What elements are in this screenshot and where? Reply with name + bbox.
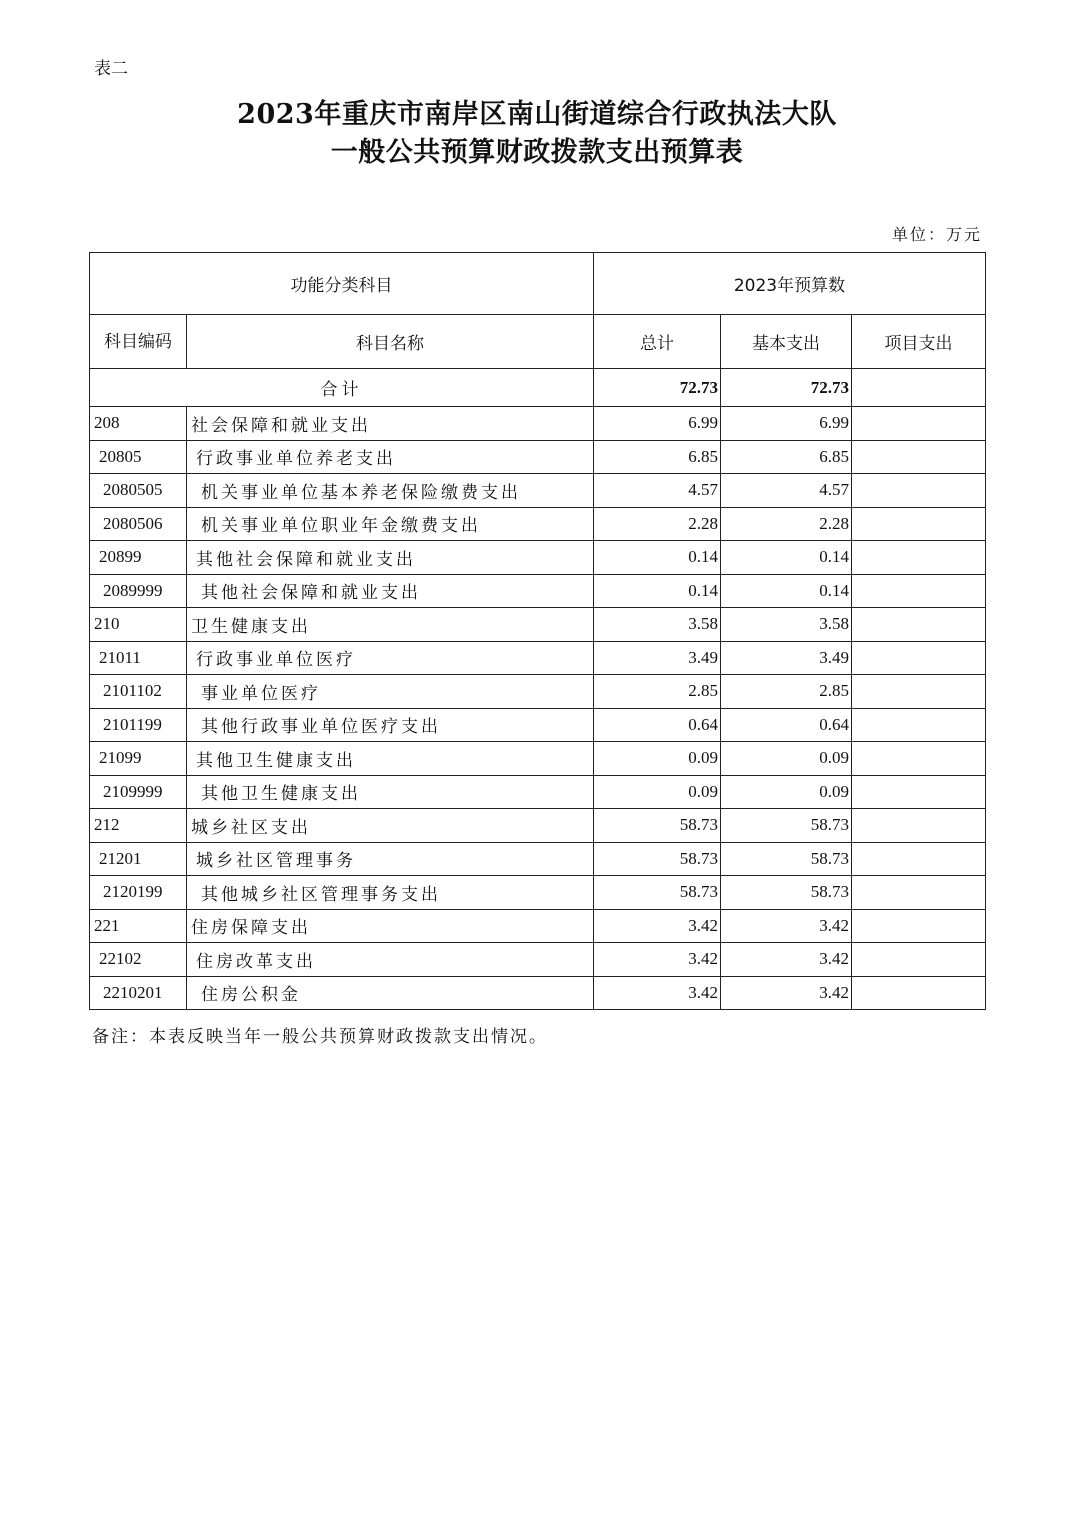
row-total: 3.58 (594, 608, 721, 642)
row-project (852, 541, 986, 575)
row-name: 行政事业单位养老支出 (187, 440, 594, 474)
table-row (90, 541, 986, 575)
header-basic: 基本支出 (721, 315, 852, 369)
header-row-2 (90, 315, 986, 369)
table-row (90, 876, 986, 910)
row-code: 2109999 (90, 775, 187, 809)
row-project (852, 641, 986, 675)
row-basic: 3.42 (721, 976, 852, 1010)
footnote: 备注：本表反映当年一般公共预算财政拨款支出情况。 (92, 1027, 548, 1047)
row-basic: 0.14 (721, 574, 852, 608)
document-label: 表二 (94, 59, 128, 79)
row-code: 208 (90, 407, 187, 441)
row-code: 20899 (90, 541, 187, 575)
header-total: 总计 (594, 315, 721, 369)
row-total: 2.28 (594, 507, 721, 541)
table-row (90, 675, 986, 709)
row-code: 2101199 (90, 708, 187, 742)
row-total: 3.42 (594, 976, 721, 1010)
row-project (852, 474, 986, 508)
row-name: 机关事业单位基本养老保险缴费支出 (187, 474, 594, 508)
row-basic: 3.58 (721, 608, 852, 642)
row-basic: 2.85 (721, 675, 852, 709)
row-basic: 0.09 (721, 775, 852, 809)
row-project (852, 976, 986, 1010)
table-row (90, 775, 986, 809)
row-project (852, 775, 986, 809)
header-row-1 (90, 253, 986, 315)
total-basic: 72.73 (721, 369, 852, 407)
row-project (852, 809, 986, 843)
row-name: 其他行政事业单位医疗支出 (187, 708, 594, 742)
row-basic: 3.42 (721, 943, 852, 977)
row-basic: 6.85 (721, 440, 852, 474)
header-project: 项目支出 (852, 315, 986, 369)
table-row (90, 742, 986, 776)
row-name: 其他卫生健康支出 (187, 775, 594, 809)
row-total: 6.85 (594, 440, 721, 474)
row-basic: 58.73 (721, 809, 852, 843)
row-name: 住房公积金 (187, 976, 594, 1010)
row-total: 6.99 (594, 407, 721, 441)
row-total: 2.85 (594, 675, 721, 709)
row-basic: 0.64 (721, 708, 852, 742)
row-code: 2210201 (90, 976, 187, 1010)
row-project (852, 876, 986, 910)
budget-table (89, 252, 986, 1010)
row-name: 其他卫生健康支出 (187, 742, 594, 776)
row-basic: 0.09 (721, 742, 852, 776)
row-project (852, 675, 986, 709)
row-code: 22102 (90, 943, 187, 977)
row-basic: 3.42 (721, 909, 852, 943)
row-name: 其他社会保障和就业支出 (187, 574, 594, 608)
row-code: 20805 (90, 440, 187, 474)
row-name: 事业单位医疗 (187, 675, 594, 709)
row-code: 2089999 (90, 574, 187, 608)
header-code: 科目编码 (90, 315, 187, 369)
table-row (90, 708, 986, 742)
table-row (90, 407, 986, 441)
row-project (852, 407, 986, 441)
table-row (90, 976, 986, 1010)
title-line-2: 一般公共预算财政拨款支出预算表 (330, 137, 744, 168)
table-row (90, 943, 986, 977)
row-code: 21011 (90, 641, 187, 675)
row-total: 3.42 (594, 909, 721, 943)
row-project (852, 608, 986, 642)
total-label: 合计 (90, 369, 594, 407)
row-total: 58.73 (594, 842, 721, 876)
title-line-1: 2023年重庆市南岸区南山街道综合行政执法大队 (237, 99, 837, 130)
row-code: 21201 (90, 842, 187, 876)
row-total: 0.64 (594, 708, 721, 742)
table-row (90, 474, 986, 508)
row-total: 58.73 (594, 876, 721, 910)
row-name: 城乡社区支出 (187, 809, 594, 843)
unit-label: 单位：万元 (891, 225, 982, 244)
row-project (852, 909, 986, 943)
row-project (852, 943, 986, 977)
row-basic: 4.57 (721, 474, 852, 508)
row-name: 其他社会保障和就业支出 (187, 541, 594, 575)
row-basic: 3.49 (721, 641, 852, 675)
header-func-class: 功能分类科目 (90, 253, 594, 315)
row-project (852, 842, 986, 876)
row-project (852, 507, 986, 541)
header-budget-year: 2023年预算数 (594, 253, 986, 315)
table-row (90, 507, 986, 541)
row-total: 3.49 (594, 641, 721, 675)
row-name: 社会保障和就业支出 (187, 407, 594, 441)
header-name: 科目名称 (187, 315, 594, 369)
row-project (852, 440, 986, 474)
table-row (90, 440, 986, 474)
row-total: 0.14 (594, 574, 721, 608)
table-row (90, 809, 986, 843)
row-name: 行政事业单位医疗 (187, 641, 594, 675)
row-code: 2080505 (90, 474, 187, 508)
row-total: 4.57 (594, 474, 721, 508)
row-code: 2080506 (90, 507, 187, 541)
row-name: 住房改革支出 (187, 943, 594, 977)
row-basic: 0.14 (721, 541, 852, 575)
row-code: 2101102 (90, 675, 187, 709)
row-code: 21099 (90, 742, 187, 776)
row-code: 212 (90, 809, 187, 843)
row-total: 0.09 (594, 742, 721, 776)
row-project (852, 708, 986, 742)
row-project (852, 742, 986, 776)
table-row (90, 641, 986, 675)
row-project (852, 574, 986, 608)
table-row (90, 909, 986, 943)
total-sum: 72.73 (594, 369, 721, 407)
row-code: 2120199 (90, 876, 187, 910)
row-basic: 58.73 (721, 842, 852, 876)
page-title (0, 96, 1074, 172)
row-total: 0.09 (594, 775, 721, 809)
total-project (852, 369, 986, 407)
table-row (90, 608, 986, 642)
row-total: 58.73 (594, 809, 721, 843)
row-name: 城乡社区管理事务 (187, 842, 594, 876)
row-total: 3.42 (594, 943, 721, 977)
table-row (90, 574, 986, 608)
row-code: 221 (90, 909, 187, 943)
total-row (90, 369, 986, 407)
row-total: 0.14 (594, 541, 721, 575)
row-name: 机关事业单位职业年金缴费支出 (187, 507, 594, 541)
table-row (90, 842, 986, 876)
row-code: 210 (90, 608, 187, 642)
row-name: 卫生健康支出 (187, 608, 594, 642)
row-basic: 6.99 (721, 407, 852, 441)
row-name: 住房保障支出 (187, 909, 594, 943)
row-name: 其他城乡社区管理事务支出 (187, 876, 594, 910)
row-basic: 58.73 (721, 876, 852, 910)
row-basic: 2.28 (721, 507, 852, 541)
